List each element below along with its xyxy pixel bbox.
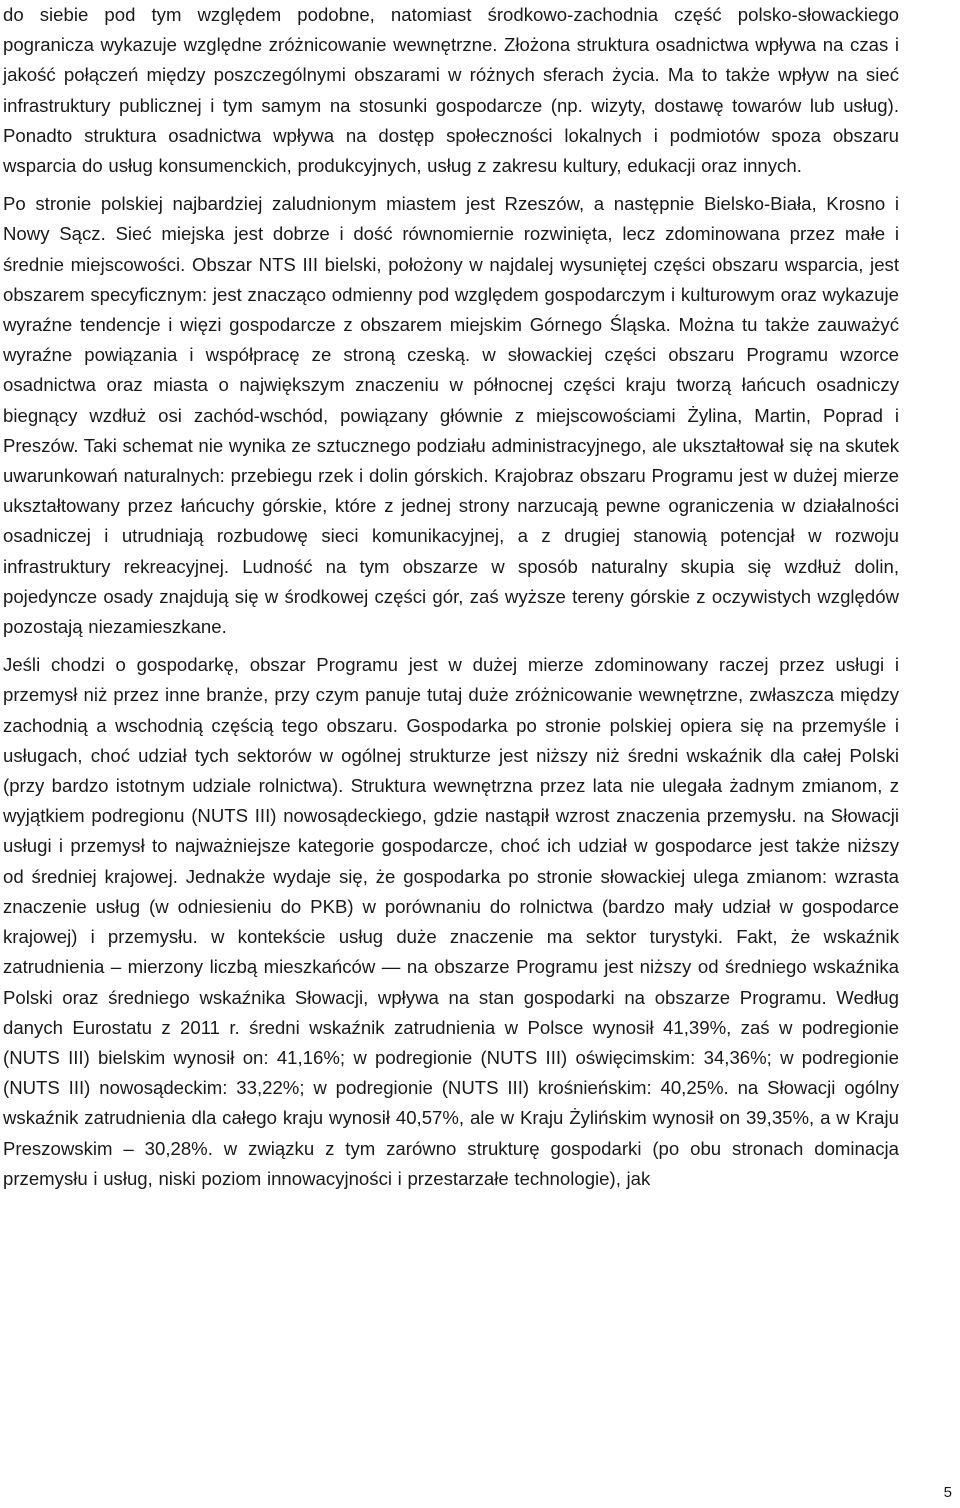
document-page — [3, 0, 899, 1194]
paragraph-economy: Jeśli chodzi o gospodarkę, obszar Programu jest w dużej mierze zdominowany raczej przez usługi i przemysł niż przez inne branże, przy czym panuje tutaj duże zróżnicowanie wewnętrzne, zwłaszcza między zachodnią a wschodnią częścią tego obszaru. Gospodarka po stronie polskiej opiera się na przemyśle i usługach, choć udział tych sektorów w ogólnej strukturze jest niższy niż średni wskaźnik dla całej Polski (przy bardzo istotnym udziale rolnictwa). Struktura wewnętrzna przez lata nie ulegała żadnym zmianom, z wyjątkiem podregionu (NUTS III) nowosądeckiego, gdzie nastąpił wzrost znaczenia przemysłu. na Słowacji usługi i przemysł to najważniejsze kategorie gospodarcze, choć ich udział w gospodarce jest także niższy od średniej krajowej. Jednakże wydaje się, że gospodarka po stronie słowackiej ulega zmianom: wzrasta znaczenie usług (w odniesieniu do PKB) w porównaniu do rolnictwa (bardzo mały udział w gospodarce krajowej) i przemysłu. w kontekście usług duże znaczenie ma sektor turystyki. Fakt, że wskaźnik zatrudnienia – mierzony liczbą mieszkańców — na obszarze Programu jest niższy od średniego wskaźnika Polski oraz średniego wskaźnika Słowacji, wpływa na stan gospodarki na obszarze Programu. Według danych Eurostatu z 2011 r. średni wskaźnik zatrudnienia w Polsce wynosił 41,39%, zaś w podregionie (NUTS III) bielskim wynosił on: 41,16%; w podregionie (NUTS III) oświęcimskim: 34,36%; w podregionie (NUTS III) nowosądeckim: 33,22%; w podregionie (NUTS III) krośnieńskim: 40,25%. na Słowacji ogólny wskaźnik zatrudnienia dla całego kraju wynosił 40,57%, ale w Kraju Żylińskim wynosił on 39,35%, a w Kraju Preszowskim – 30,28%. w związku z tym zarówno strukturę gospodarki (po obu stronach dominacja przemysłu i usług, niski poziom innowacyjności i przestarzałe technologie), jak — [3, 654, 899, 1189]
paragraph-settlement-structure: do siebie pod tym względem podobne, natomiast środkowo-zachodnia część polsko-słowackiego pogranicza wykazuje względne zróżnicowanie wewnętrzne. Złożona struktura osadnictwa wpływa na czas i jakość połączeń między poszczególnymi obszarami w różnych sferach życia. Ma to także wpływ na sieć infrastruktury publicznej i tym samym na stosunki gospodarcze (np. wizyty, dostawę towarów lub usług). Ponadto struktura osadnictwa wpływa na dostęp społeczności lokalnych i podmiotów spoza obszaru wsparcia do usług konsumenckich, produkcyjnych, usług z zakresu kultury, edukacji oraz innych. — [3, 4, 899, 177]
paragraph-cities-and-landscape: Po stronie polskiej najbardziej zaludnionym miastem jest Rzeszów, a następnie Bielsko-Biała, Krosno i Nowy Sącz. Sieć miejska jest dobrze i dość równomiernie rozwinięta, lecz zdominowana przez małe i średnie miejscowości. Obszar NTS III bielski, położony w najdalej wysuniętej części obszaru wsparcia, jest obszarem specyficznym: jest znacząco odmienny pod względem gospodarczym i kulturowym oraz wykazuje wyraźne tendencje i więzi gospodarcze z obszarem miejskim Górnego Śląska. Można tu także zauważyć wyraźne powiązania i współpracę ze stroną czeską. w słowackiej części obszaru Programu wzorce osadnictwa oraz miasta o największym znaczeniu w północnej części kraju tworzą łańcuch osadniczy biegnący wzdłuż osi zachód-wschód, powiązany głównie z miejscowościami Żylina, Martin, Poprad i Preszów. Taki schemat nie wynika ze sztucznego podziału administracyjnego, ale ukształtował się na skutek uwarunkowań naturalnych: przebiegu rzek i dolin górskich. Krajobraz obszaru Programu jest w dużej mierze ukształtowany przez łańcuchy górskie, które z jednej strony narzucają pewne ograniczenia w działalności osadniczej i utrudniają rozbudowę sieci komunikacyjnej, a z drugiej stanowią potencjał w rozwoju infrastruktury rekreacyjnej. Ludność na tym obszarze w sposób naturalny skupia się wzdłuż dolin, pojedyncze osady znajdują się w środkowej części gór, zaś wyższe tereny górskie z oczywistych względów pozostają niezamieszkane. — [3, 193, 900, 638]
page-number: 5 — [943, 1484, 952, 1501]
